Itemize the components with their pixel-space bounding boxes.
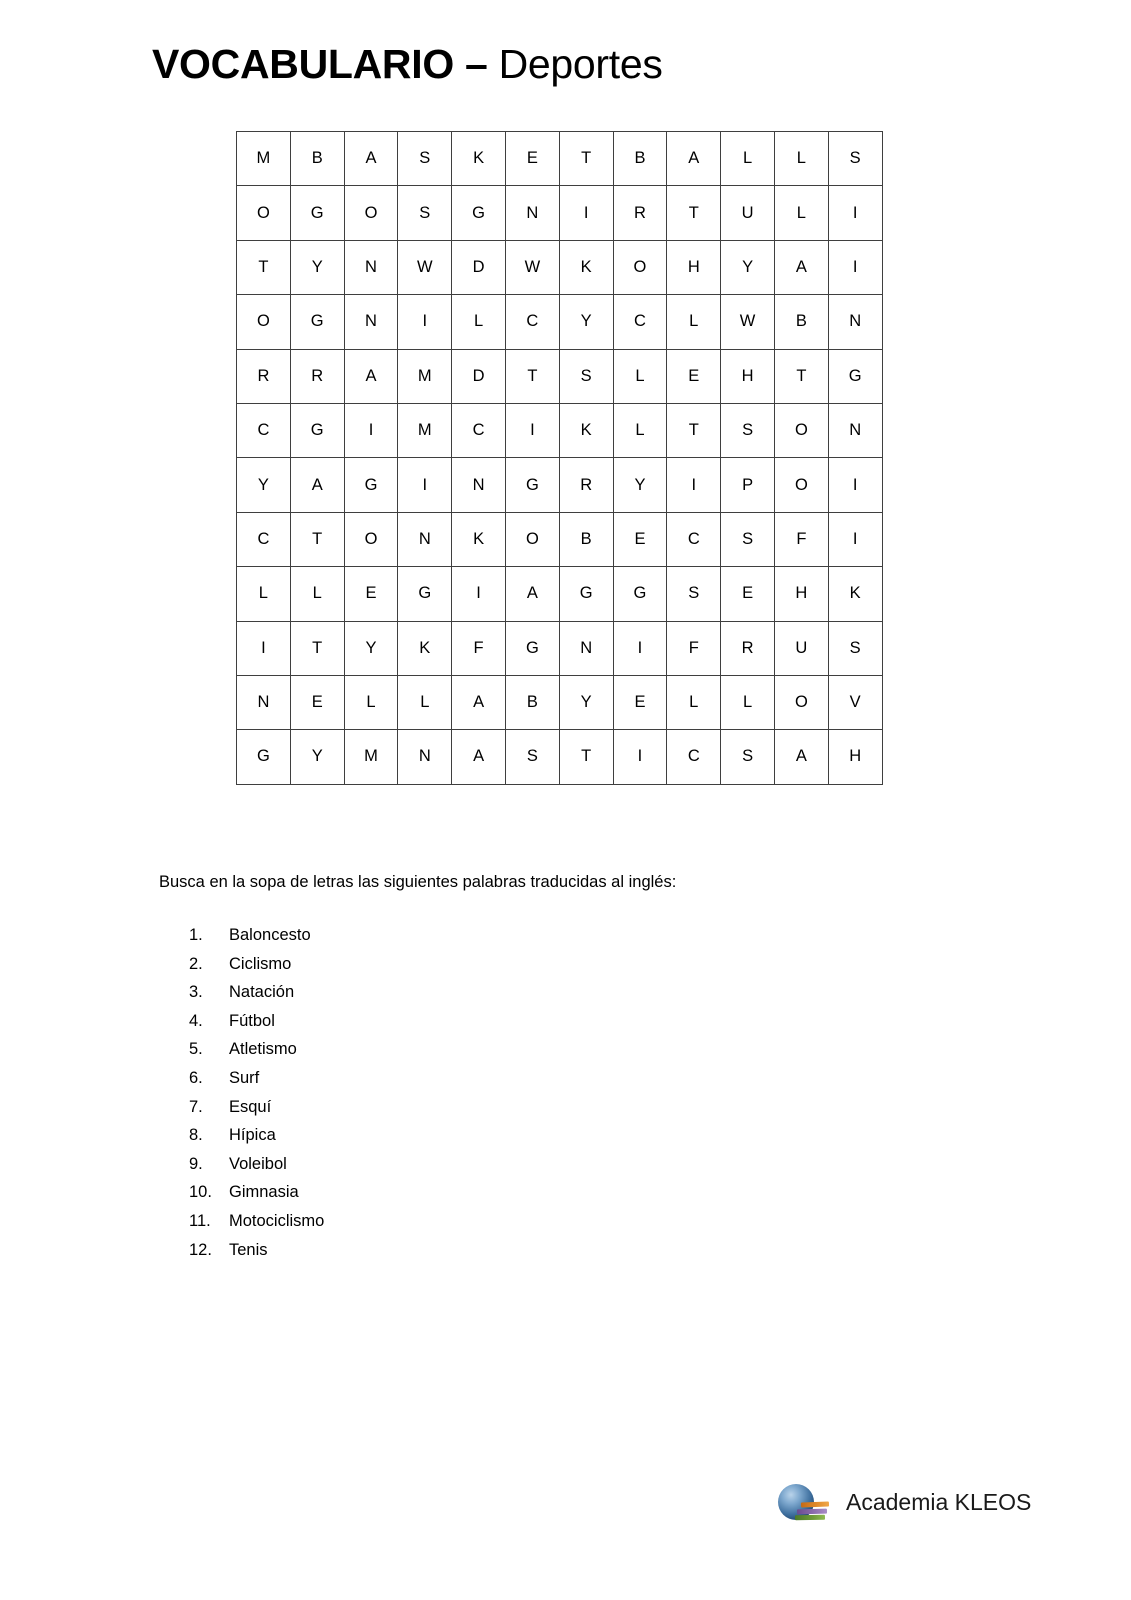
grid-cell: L (290, 567, 344, 621)
grid-cell: C (505, 295, 559, 349)
grid-cell: O (774, 458, 828, 512)
grid-cell: L (667, 675, 721, 729)
grid-cell: E (721, 567, 775, 621)
word-list-label: Motociclismo (229, 1211, 325, 1230)
word-search-table (236, 131, 883, 785)
word-list-label: Tenis (229, 1240, 268, 1259)
word-list-label: Voleibol (229, 1154, 287, 1173)
grid-cell: E (290, 675, 344, 729)
grid-cell: R (613, 186, 667, 240)
grid-cell: S (721, 730, 775, 784)
grid-cell: H (774, 567, 828, 621)
grid-cell: L (344, 675, 398, 729)
grid-cell: K (452, 132, 506, 186)
grid-cell: A (505, 567, 559, 621)
grid-cell: F (452, 621, 506, 675)
grid-cell: I (667, 458, 721, 512)
brand-name: Academia KLEOS (846, 1489, 1032, 1515)
logo-bar-green (795, 1515, 825, 1521)
grid-cell: S (398, 132, 452, 186)
word-list-number: 8. (189, 1126, 203, 1145)
grid-cell: T (505, 349, 559, 403)
grid-cell: A (667, 132, 721, 186)
grid-cell: B (559, 512, 613, 566)
word-list-label: Ciclismo (229, 954, 292, 973)
grid-cell: F (667, 621, 721, 675)
grid-cell: G (290, 295, 344, 349)
word-list-item (189, 1150, 609, 1179)
word-list-number: 10. (189, 1183, 212, 1202)
grid-cell: O (774, 675, 828, 729)
grid-cell: S (667, 567, 721, 621)
grid-cell: K (452, 512, 506, 566)
grid-cell: L (721, 675, 775, 729)
grid-cell: L (774, 132, 828, 186)
word-search-body (237, 132, 883, 785)
grid-row (237, 512, 883, 566)
logo-bar-orange (801, 1502, 829, 1508)
word-list-label: Surf (229, 1068, 260, 1087)
word-list-label: Gimnasia (229, 1183, 299, 1202)
word-list-number: 5. (189, 1040, 203, 1059)
grid-cell: B (290, 132, 344, 186)
word-list-item (189, 1207, 609, 1236)
grid-cell: M (344, 730, 398, 784)
grid-cell: K (559, 403, 613, 457)
grid-cell: E (613, 675, 667, 729)
grid-cell: G (505, 621, 559, 675)
grid-cell: G (290, 186, 344, 240)
grid-cell: N (398, 730, 452, 784)
grid-cell: S (398, 186, 452, 240)
word-list (189, 921, 609, 1264)
grid-cell: L (721, 132, 775, 186)
grid-cell: D (452, 240, 506, 294)
grid-cell: L (452, 295, 506, 349)
word-list-item (189, 1093, 609, 1122)
grid-cell: S (559, 349, 613, 403)
grid-cell: R (237, 349, 291, 403)
grid-cell: O (237, 295, 291, 349)
grid-cell: A (344, 349, 398, 403)
grid-cell: K (559, 240, 613, 294)
grid-cell: H (828, 730, 882, 784)
grid-cell: M (398, 349, 452, 403)
word-list-item (189, 1035, 609, 1064)
grid-cell: T (667, 186, 721, 240)
word-list-item (189, 921, 609, 950)
grid-cell: U (774, 621, 828, 675)
instruction-text: Busca en la sopa de letras las siguientes palabras traducidas al inglés: (159, 873, 677, 891)
grid-cell: T (559, 132, 613, 186)
grid-cell: B (505, 675, 559, 729)
grid-cell: O (344, 512, 398, 566)
grid-cell: N (344, 295, 398, 349)
grid-cell: B (613, 132, 667, 186)
grid-cell: S (505, 730, 559, 784)
grid-cell: C (452, 403, 506, 457)
word-list-number: 7. (189, 1097, 203, 1116)
grid-cell: T (237, 240, 291, 294)
grid-cell: N (344, 240, 398, 294)
word-list-number: 12. (189, 1240, 212, 1259)
grid-cell: N (828, 295, 882, 349)
grid-cell: T (290, 512, 344, 566)
grid-cell: W (721, 295, 775, 349)
grid-cell: H (721, 349, 775, 403)
grid-cell: S (828, 132, 882, 186)
word-list-label: Hípica (229, 1126, 276, 1145)
grid-cell: E (613, 512, 667, 566)
grid-cell: O (613, 240, 667, 294)
grid-cell: K (828, 567, 882, 621)
grid-cell: U (721, 186, 775, 240)
grid-cell: Y (290, 240, 344, 294)
grid-cell: C (667, 730, 721, 784)
grid-cell: N (398, 512, 452, 566)
grid-cell: O (344, 186, 398, 240)
grid-cell: G (559, 567, 613, 621)
grid-cell: G (237, 730, 291, 784)
grid-cell: N (828, 403, 882, 457)
grid-cell: Y (613, 458, 667, 512)
grid-cell: A (290, 458, 344, 512)
grid-cell: D (452, 349, 506, 403)
grid-cell: I (344, 403, 398, 457)
grid-cell: O (237, 186, 291, 240)
grid-cell: L (398, 675, 452, 729)
grid-cell: G (398, 567, 452, 621)
grid-cell: T (559, 730, 613, 784)
grid-row (237, 240, 883, 294)
grid-cell: I (828, 458, 882, 512)
grid-cell: E (505, 132, 559, 186)
word-list-label: Fútbol (229, 1011, 275, 1030)
word-list-number: 2. (189, 954, 203, 973)
grid-cell: N (237, 675, 291, 729)
page-title-light: Deportes (487, 41, 663, 87)
grid-cell: C (667, 512, 721, 566)
grid-cell: T (667, 403, 721, 457)
word-list-item (189, 1007, 609, 1036)
grid-cell: L (613, 349, 667, 403)
grid-cell: V (828, 675, 882, 729)
grid-cell: O (505, 512, 559, 566)
grid-cell: Y (559, 295, 613, 349)
grid-cell: I (398, 458, 452, 512)
grid-cell: S (721, 403, 775, 457)
grid-cell: F (774, 512, 828, 566)
grid-row (237, 458, 883, 512)
grid-row (237, 403, 883, 457)
grid-row (237, 186, 883, 240)
grid-cell: S (828, 621, 882, 675)
grid-cell: L (613, 403, 667, 457)
grid-cell: I (828, 240, 882, 294)
grid-cell: N (559, 621, 613, 675)
grid-cell: L (237, 567, 291, 621)
grid-cell: C (237, 403, 291, 457)
grid-cell: R (559, 458, 613, 512)
grid-cell: I (505, 403, 559, 457)
word-list-item (189, 978, 609, 1007)
word-list-number: 6. (189, 1068, 203, 1087)
grid-cell: Y (290, 730, 344, 784)
grid-cell: W (398, 240, 452, 294)
grid-cell: L (774, 186, 828, 240)
grid-cell: I (237, 621, 291, 675)
word-list-item (189, 950, 609, 979)
grid-cell: C (237, 512, 291, 566)
grid-cell: P (721, 458, 775, 512)
grid-cell: G (505, 458, 559, 512)
grid-cell: G (828, 349, 882, 403)
word-list-label: Natación (229, 983, 295, 1002)
word-list-item (189, 1178, 609, 1207)
grid-cell: I (828, 186, 882, 240)
grid-row (237, 349, 883, 403)
word-list-label: Esquí (229, 1097, 272, 1116)
grid-cell: M (237, 132, 291, 186)
grid-cell: A (452, 730, 506, 784)
grid-cell: A (774, 240, 828, 294)
word-list-number: 3. (189, 983, 203, 1002)
grid-cell: E (344, 567, 398, 621)
grid-cell: A (452, 675, 506, 729)
grid-cell: I (613, 730, 667, 784)
grid-row (237, 621, 883, 675)
grid-cell: O (774, 403, 828, 457)
grid-cell: I (613, 621, 667, 675)
sphere-bars-logo-icon (776, 1480, 830, 1524)
grid-cell: S (721, 512, 775, 566)
grid-cell: G (290, 403, 344, 457)
grid-cell: T (774, 349, 828, 403)
grid-cell: N (452, 458, 506, 512)
grid-row (237, 295, 883, 349)
word-list-item (189, 1121, 609, 1150)
grid-cell: T (290, 621, 344, 675)
logo-bar-purple (797, 1509, 827, 1515)
grid-cell: R (290, 349, 344, 403)
grid-cell: I (559, 186, 613, 240)
grid-cell: Y (237, 458, 291, 512)
grid-cell: A (774, 730, 828, 784)
grid-row (237, 132, 883, 186)
grid-cell: Y (559, 675, 613, 729)
page-title (152, 38, 663, 90)
grid-cell: A (344, 132, 398, 186)
word-search-grid (236, 131, 883, 785)
page-title-bold: VOCABULARIO – (152, 41, 488, 87)
grid-cell: E (667, 349, 721, 403)
grid-row (237, 675, 883, 729)
word-list-number: 11. (189, 1211, 211, 1230)
grid-row (237, 567, 883, 621)
grid-cell: M (398, 403, 452, 457)
word-list-item (189, 1236, 609, 1265)
grid-cell: Y (344, 621, 398, 675)
grid-cell: G (344, 458, 398, 512)
word-list-label: Atletismo (229, 1040, 297, 1059)
grid-cell: R (721, 621, 775, 675)
grid-cell: Y (721, 240, 775, 294)
grid-row (237, 730, 883, 784)
word-list-item (189, 1064, 609, 1093)
grid-cell: W (505, 240, 559, 294)
grid-cell: L (667, 295, 721, 349)
grid-cell: B (774, 295, 828, 349)
grid-cell: I (398, 295, 452, 349)
grid-cell: N (505, 186, 559, 240)
grid-cell: I (452, 567, 506, 621)
grid-cell: G (613, 567, 667, 621)
footer-branding (776, 1479, 1031, 1525)
word-list-number: 1. (189, 926, 203, 944)
word-list-label: Baloncesto (229, 926, 311, 944)
grid-cell: I (828, 512, 882, 566)
grid-cell: C (613, 295, 667, 349)
word-list-number: 9. (189, 1154, 203, 1173)
grid-cell: H (667, 240, 721, 294)
grid-cell: K (398, 621, 452, 675)
word-list-number: 4. (189, 1011, 203, 1030)
grid-cell: G (452, 186, 506, 240)
